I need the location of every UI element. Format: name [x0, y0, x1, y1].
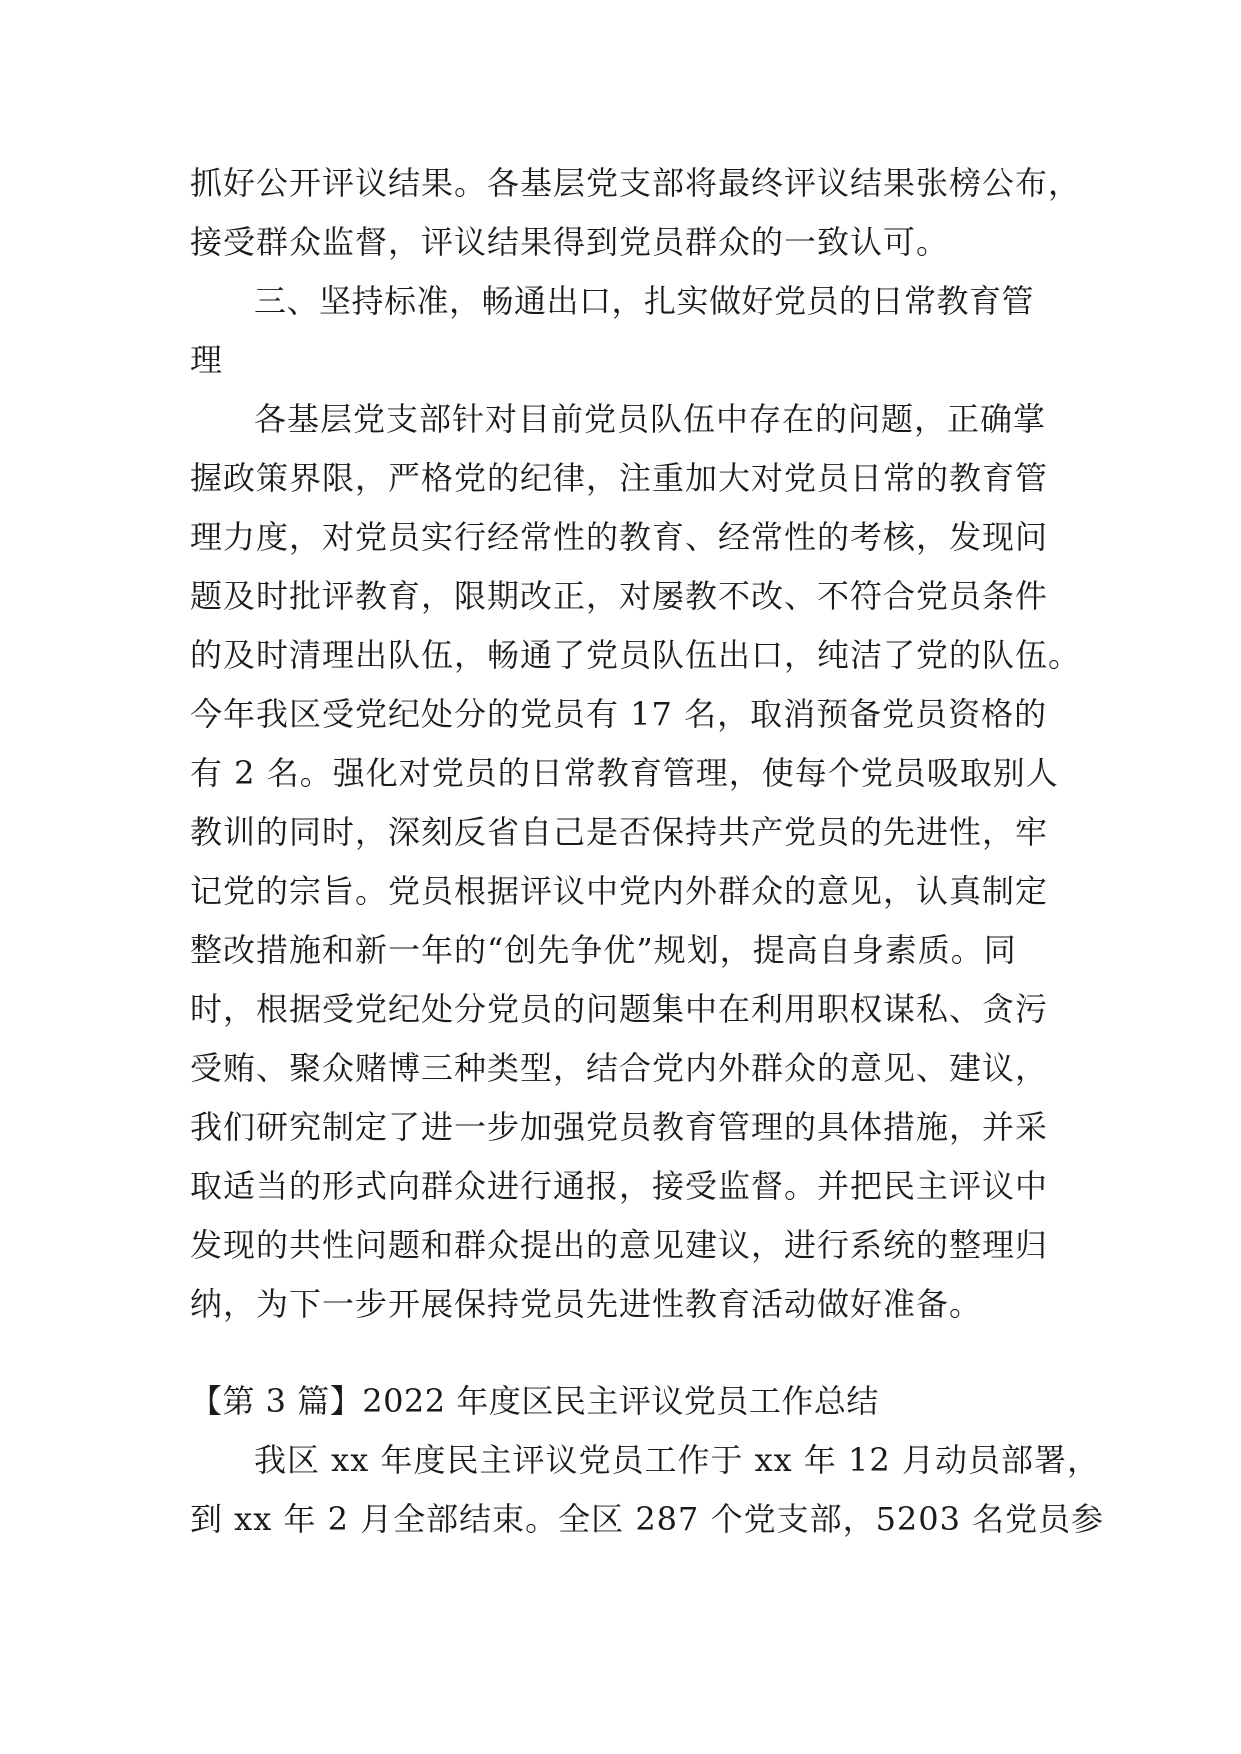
text-line: 整改措施和新一年的“创先争优”规划，提高自身素质。同	[190, 931, 1017, 969]
text-line: 纳，为下一步开展保持党员先进性教育活动做好准备。	[190, 1285, 983, 1323]
text-line: 理力度，对党员实行经常性的教育、经常性的考核，发现问	[190, 518, 1049, 556]
text-line: 记党的宗旨。党员根据评议中党内外群众的意见，认真制定	[190, 872, 1049, 910]
text-line: 有 2 名。强化对党员的日常教育管理，使每个党员吸取别人	[190, 754, 1059, 792]
text-line: 各基层党支部针对目前党员队伍中存在的问题，正确掌	[254, 400, 1047, 438]
text-line: 题及时批评教育，限期改正，对屡教不改、不符合党员条件	[190, 577, 1049, 615]
article-title: 【第 3 篇】2022 年度区民主评议党员工作总结	[190, 1382, 879, 1420]
text-line: 握政策界限，严格党的纪律，注重加大对党员日常的教育管	[190, 459, 1049, 497]
text-line: 受贿、聚众赌博三种类型，结合党内外群众的意见、建议，	[190, 1049, 1049, 1087]
text-line: 发现的共性问题和群众提出的意见建议，进行系统的整理归	[190, 1226, 1049, 1264]
text-line: 我们研究制定了进一步加强党员教育管理的具体措施，并采	[190, 1108, 1049, 1146]
text-line: 抓好公开评议结果。各基层党支部将最终评议结果张榜公布，	[190, 164, 1082, 202]
text-line: 我区 xx 年度民主评议党员工作于 xx 年 12 月动员部署，	[254, 1441, 1100, 1479]
text-line: 时，根据受党纪处分党员的问题集中在利用职权谋私、贪污	[190, 990, 1049, 1028]
text-line: 教训的同时，深刻反省自己是否保持共产党员的先进性，牢	[190, 813, 1049, 851]
text-line: 接受群众监督，评议结果得到党员群众的一致认可。	[190, 223, 950, 261]
text-line: 取适当的形式向群众进行通报，接受监督。并把民主评议中	[190, 1167, 1049, 1205]
section-heading: 三、坚持标准，畅通出口，扎实做好党员的日常教育管	[254, 282, 1035, 320]
text-line: 的及时清理出队伍，畅通了党员队伍出口，纯洁了党的队伍。	[190, 636, 1082, 674]
section-heading-continued: 理	[190, 341, 224, 379]
text-line: 今年我区受党纪处分的党员有 17 名，取消预备党员资格的	[190, 695, 1048, 733]
text-line: 到 xx 年 2 月全部结束。全区 287 个党支部，5203 名党员参	[190, 1500, 1105, 1538]
